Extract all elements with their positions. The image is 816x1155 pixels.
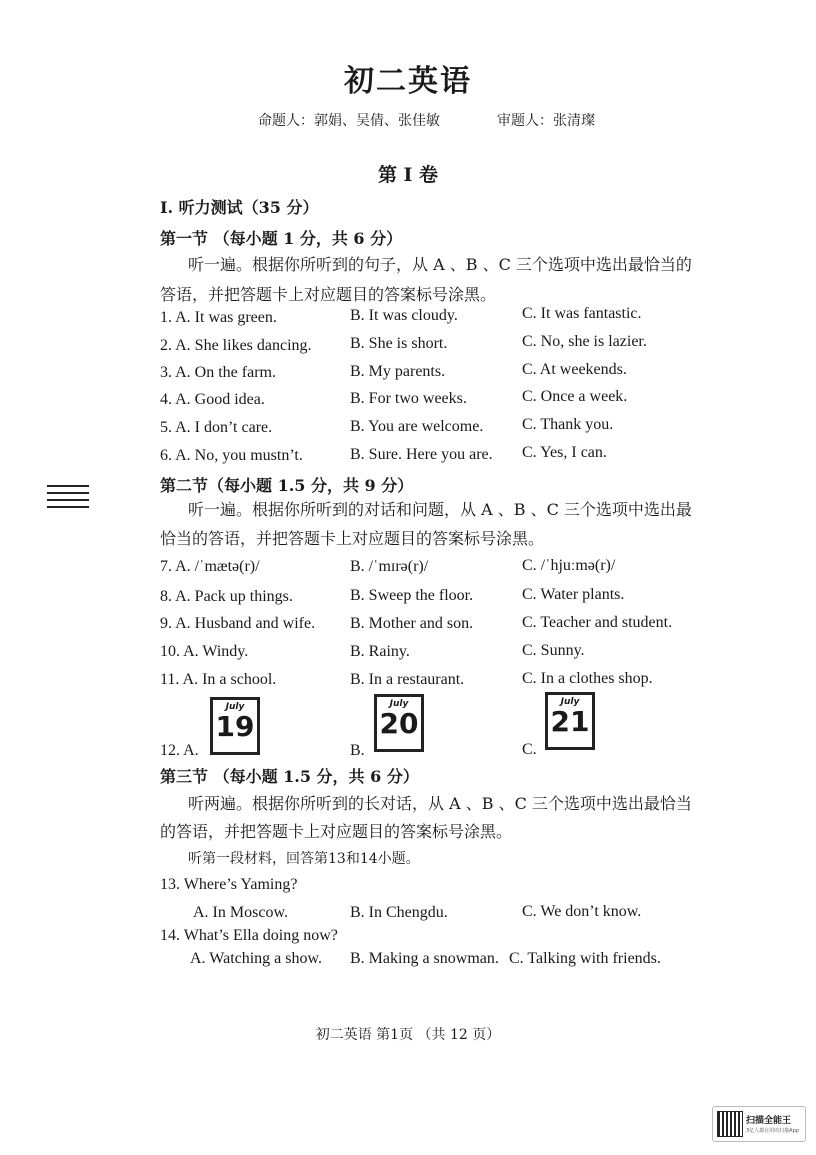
scanner-brand: 扫描全能王 xyxy=(746,1116,792,1126)
q8-option-a: 8. A. Pack up things. xyxy=(160,588,293,605)
section2-instruction-line1: 听一遍。根据你所听到的对话和问题，从 A 、B 、C 三个选项中选出最 xyxy=(188,500,692,519)
scanner-watermark xyxy=(712,1106,806,1142)
q4-option-c: C. Once a week. xyxy=(522,388,628,405)
q8-option-c: C. Water plants. xyxy=(522,586,625,603)
part1-heading: I. 听力测试（35 分） xyxy=(160,198,319,217)
section3-heading: 第三节 （每小题 1.5 分，共 6 分） xyxy=(160,767,419,786)
section2-heading: 第二节（每小题 1.5 分，共 9 分） xyxy=(160,476,414,495)
margin-lines-mark xyxy=(47,485,89,515)
exam-reviewer: 审题人：张清璨 xyxy=(497,113,595,129)
q13-stem: 13. Where’s Yaming? xyxy=(160,876,298,893)
calendar-day: 20 xyxy=(379,707,419,740)
exam-authors: 命题人：郭娟、吴倩、张佳敏 xyxy=(258,113,440,129)
q9-option-c: C. Teacher and student. xyxy=(522,614,673,631)
q2-option-a: 2. A. She likes dancing. xyxy=(160,337,312,354)
section1-heading: 第一节 （每小题 1 分，共 6 分） xyxy=(160,229,403,248)
q7-option-a: 7. A. /ˈmætə(r)/ xyxy=(160,558,260,575)
q10-option-a: 10. A. Windy. xyxy=(160,643,249,660)
page-footer: 初二英语 第1页 （共 12 页） xyxy=(315,1027,501,1043)
q5-option-c: C. Thank you. xyxy=(522,416,614,433)
section2-instruction-line2: 恰当的答语，并把答题卡上对应题目的答案标号涂黑。 xyxy=(160,529,545,548)
q9-option-a: 9. A. Husband and wife. xyxy=(160,615,316,632)
q1-option-b: B. It was cloudy. xyxy=(350,307,458,324)
q14-option-c: C. Talking with friends. xyxy=(509,950,661,967)
q6-option-b: B. Sure. Here you are. xyxy=(350,446,493,463)
q11-option-b: B. In a restaurant. xyxy=(350,671,465,688)
calendar-day: 19 xyxy=(215,710,255,743)
q6-option-c: C. Yes, I can. xyxy=(522,444,607,461)
scanner-tagline: 3亿人都在用的扫描App xyxy=(746,1128,799,1134)
q11-option-c: C. In a clothes shop. xyxy=(522,670,653,687)
q9-option-b: B. Mother and son. xyxy=(350,615,474,632)
q1-option-c: C. It was fantastic. xyxy=(522,305,642,322)
calendar-icon-july-21 xyxy=(545,692,595,750)
q13-option-b: B. In Chengdu. xyxy=(350,904,448,921)
q12-label-c: C. xyxy=(522,741,537,758)
q6-option-a: 6. A. No, you mustn’t. xyxy=(160,447,303,464)
q13-option-c: C. We don’t know. xyxy=(522,903,642,920)
q10-option-c: C. Sunny. xyxy=(522,642,585,659)
q4-option-a: 4. A. Good idea. xyxy=(160,391,265,408)
q1-option-a: 1. A. It was green. xyxy=(160,309,277,326)
q5-option-a: 5. A. I don’t care. xyxy=(160,419,273,436)
q3-option-c: C. At weekends. xyxy=(522,361,627,378)
q8-option-b: B. Sweep the floor. xyxy=(350,587,474,604)
calendar-month: July xyxy=(560,697,580,707)
q2-option-c: C. No, she is lazier. xyxy=(522,333,647,350)
calendar-icon-july-19 xyxy=(210,697,260,755)
q2-option-b: B. She is short. xyxy=(350,335,448,352)
section3-material-note: 听第一段材料，回答第13和14小题。 xyxy=(188,851,420,867)
q7-option-b: B. /ˈmɪrə(r)/ xyxy=(350,558,429,575)
q14-option-a: A. Watching a show. xyxy=(190,950,323,967)
page-title: 初二英语 xyxy=(344,64,472,99)
section3-instruction-line2: 的答语，并把答题卡上对应题目的答案标号涂黑。 xyxy=(160,822,513,841)
q13-option-a: A. In Moscow. xyxy=(193,904,288,921)
calendar-icon-july-20 xyxy=(374,694,424,752)
q14-option-b: B. Making a snowman. xyxy=(350,950,499,967)
calendar-day: 21 xyxy=(550,705,590,738)
q10-option-b: B. Rainy. xyxy=(350,643,410,660)
q11-option-a: 11. A. In a school. xyxy=(160,671,277,688)
q12-label-b: B. xyxy=(350,742,365,759)
q4-option-b: B. For two weeks. xyxy=(350,390,467,407)
calendar-month: July xyxy=(225,702,245,712)
volume-heading: 第 I 卷 xyxy=(377,164,439,186)
q14-stem: 14. What’s Ella doing now? xyxy=(160,927,338,944)
section3-instruction-line1: 听两遍。根据你所听到的长对话，从 A 、B 、C 三个选项中选出最恰当 xyxy=(188,794,692,813)
qr-code-icon xyxy=(717,1111,743,1137)
q5-option-b: B. You are welcome. xyxy=(350,418,484,435)
calendar-month: July xyxy=(389,699,409,709)
q3-option-b: B. My parents. xyxy=(350,363,446,380)
q7-option-c: C. /ˈhjuːmə(r)/ xyxy=(522,557,616,574)
section1-instruction-line1: 听一遍。根据你所听到的句子，从 A 、B 、C 三个选项中选出最恰当的 xyxy=(188,255,692,274)
section1-instruction-line2: 答语，并把答题卡上对应题目的答案标号涂黑。 xyxy=(160,285,497,304)
q3-option-a: 3. A. On the farm. xyxy=(160,364,276,381)
q12-label-a: 12. A. xyxy=(160,742,199,759)
